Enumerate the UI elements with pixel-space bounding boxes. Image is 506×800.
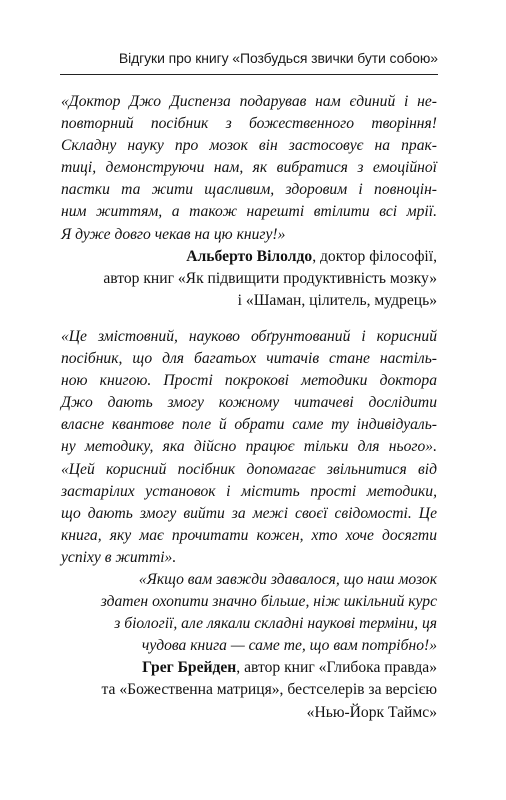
quote-line: здатен охопити значно більше, ніж шкільний курс: [100, 593, 437, 611]
quote-line: «Якщо вам завжди здавалося, що наш мозок: [138, 570, 437, 588]
quote-line: застарілих установок і містить прості методики,: [61, 482, 437, 500]
quote-line: книга, яку має прочитати кожен, хто хоче досягти: [61, 526, 437, 544]
review-1-attribution: [61, 246, 437, 312]
author-title: , доктор філософії,: [312, 247, 437, 265]
quote-line: власне квантове поле й обрати саме ту індивідуаль-: [61, 416, 437, 434]
quote-line: що дають змогу вийти за межі своєї свідомості. Це: [61, 504, 437, 522]
author-line: і «Шаман, цілитель, мудрець»: [237, 291, 437, 309]
review-2-quote: [61, 326, 437, 657]
quote-line: ним життям, а також нарешті втілити всі мрії.: [61, 203, 437, 221]
quote-line: повторний посібник з божественного творіння!: [61, 115, 437, 133]
quote-line: пастки та жити щасливим, здоровим і повноцін-: [61, 181, 437, 199]
quote-line: «Цей корисний посібник допомагає звільнитися від: [61, 460, 437, 478]
quote-line: з біології, але лякали складні наукові терміни, ця: [114, 615, 437, 633]
author-line: [61, 657, 437, 679]
author-line: та «Божественна матриця», бестселерів за версією: [101, 681, 437, 699]
author-line: [61, 246, 437, 268]
header-rule: [60, 74, 438, 75]
page-body: [61, 91, 437, 724]
author-name: Грег Брейден: [142, 659, 237, 677]
quote-line: ною книгою. Прості покрокові методики доктора: [61, 372, 437, 390]
quote-line: тиці, демонструючи нам, як вибратися з емоційної: [61, 159, 437, 177]
section-gap: [61, 312, 437, 326]
review-2-attribution: [61, 657, 437, 723]
quote-line: посібник, що для багатьох читачів стане настіль-: [61, 350, 437, 368]
review-1-quote: [61, 91, 437, 246]
author-line: автор книг «Як підвищити продуктивність мозку»: [103, 269, 437, 287]
quote-line: Я дуже довго чекав на цю книгу!»: [61, 225, 286, 243]
quote-line: Складну науку про мозок він застосовує на прак-: [61, 137, 437, 155]
quote-line: чудова книга — саме те, що вам потрібно!»: [141, 637, 437, 655]
quote-line: «Це змістовний, науково обґрунтований і корисний: [61, 327, 437, 345]
quote-line: «Доктор Джо Диспенза подарував нам єдиний і не-: [61, 93, 437, 110]
quote-line: Джо дають змогу кожному читачеві дослідити: [61, 394, 437, 412]
running-header: Відгуки про книгу «Позбудься звички бути собою»: [118, 50, 438, 66]
quote-line: ну методику, яка дійсно працює тільки для нього».: [61, 438, 437, 456]
author-name: Альберто Вілолдо: [186, 247, 313, 265]
author-title: , автор книг «Глибока правда»: [236, 659, 437, 677]
quote-line: успіху в житті».: [61, 548, 177, 566]
author-line: «Нью-Йорк Таймс»: [306, 703, 437, 721]
